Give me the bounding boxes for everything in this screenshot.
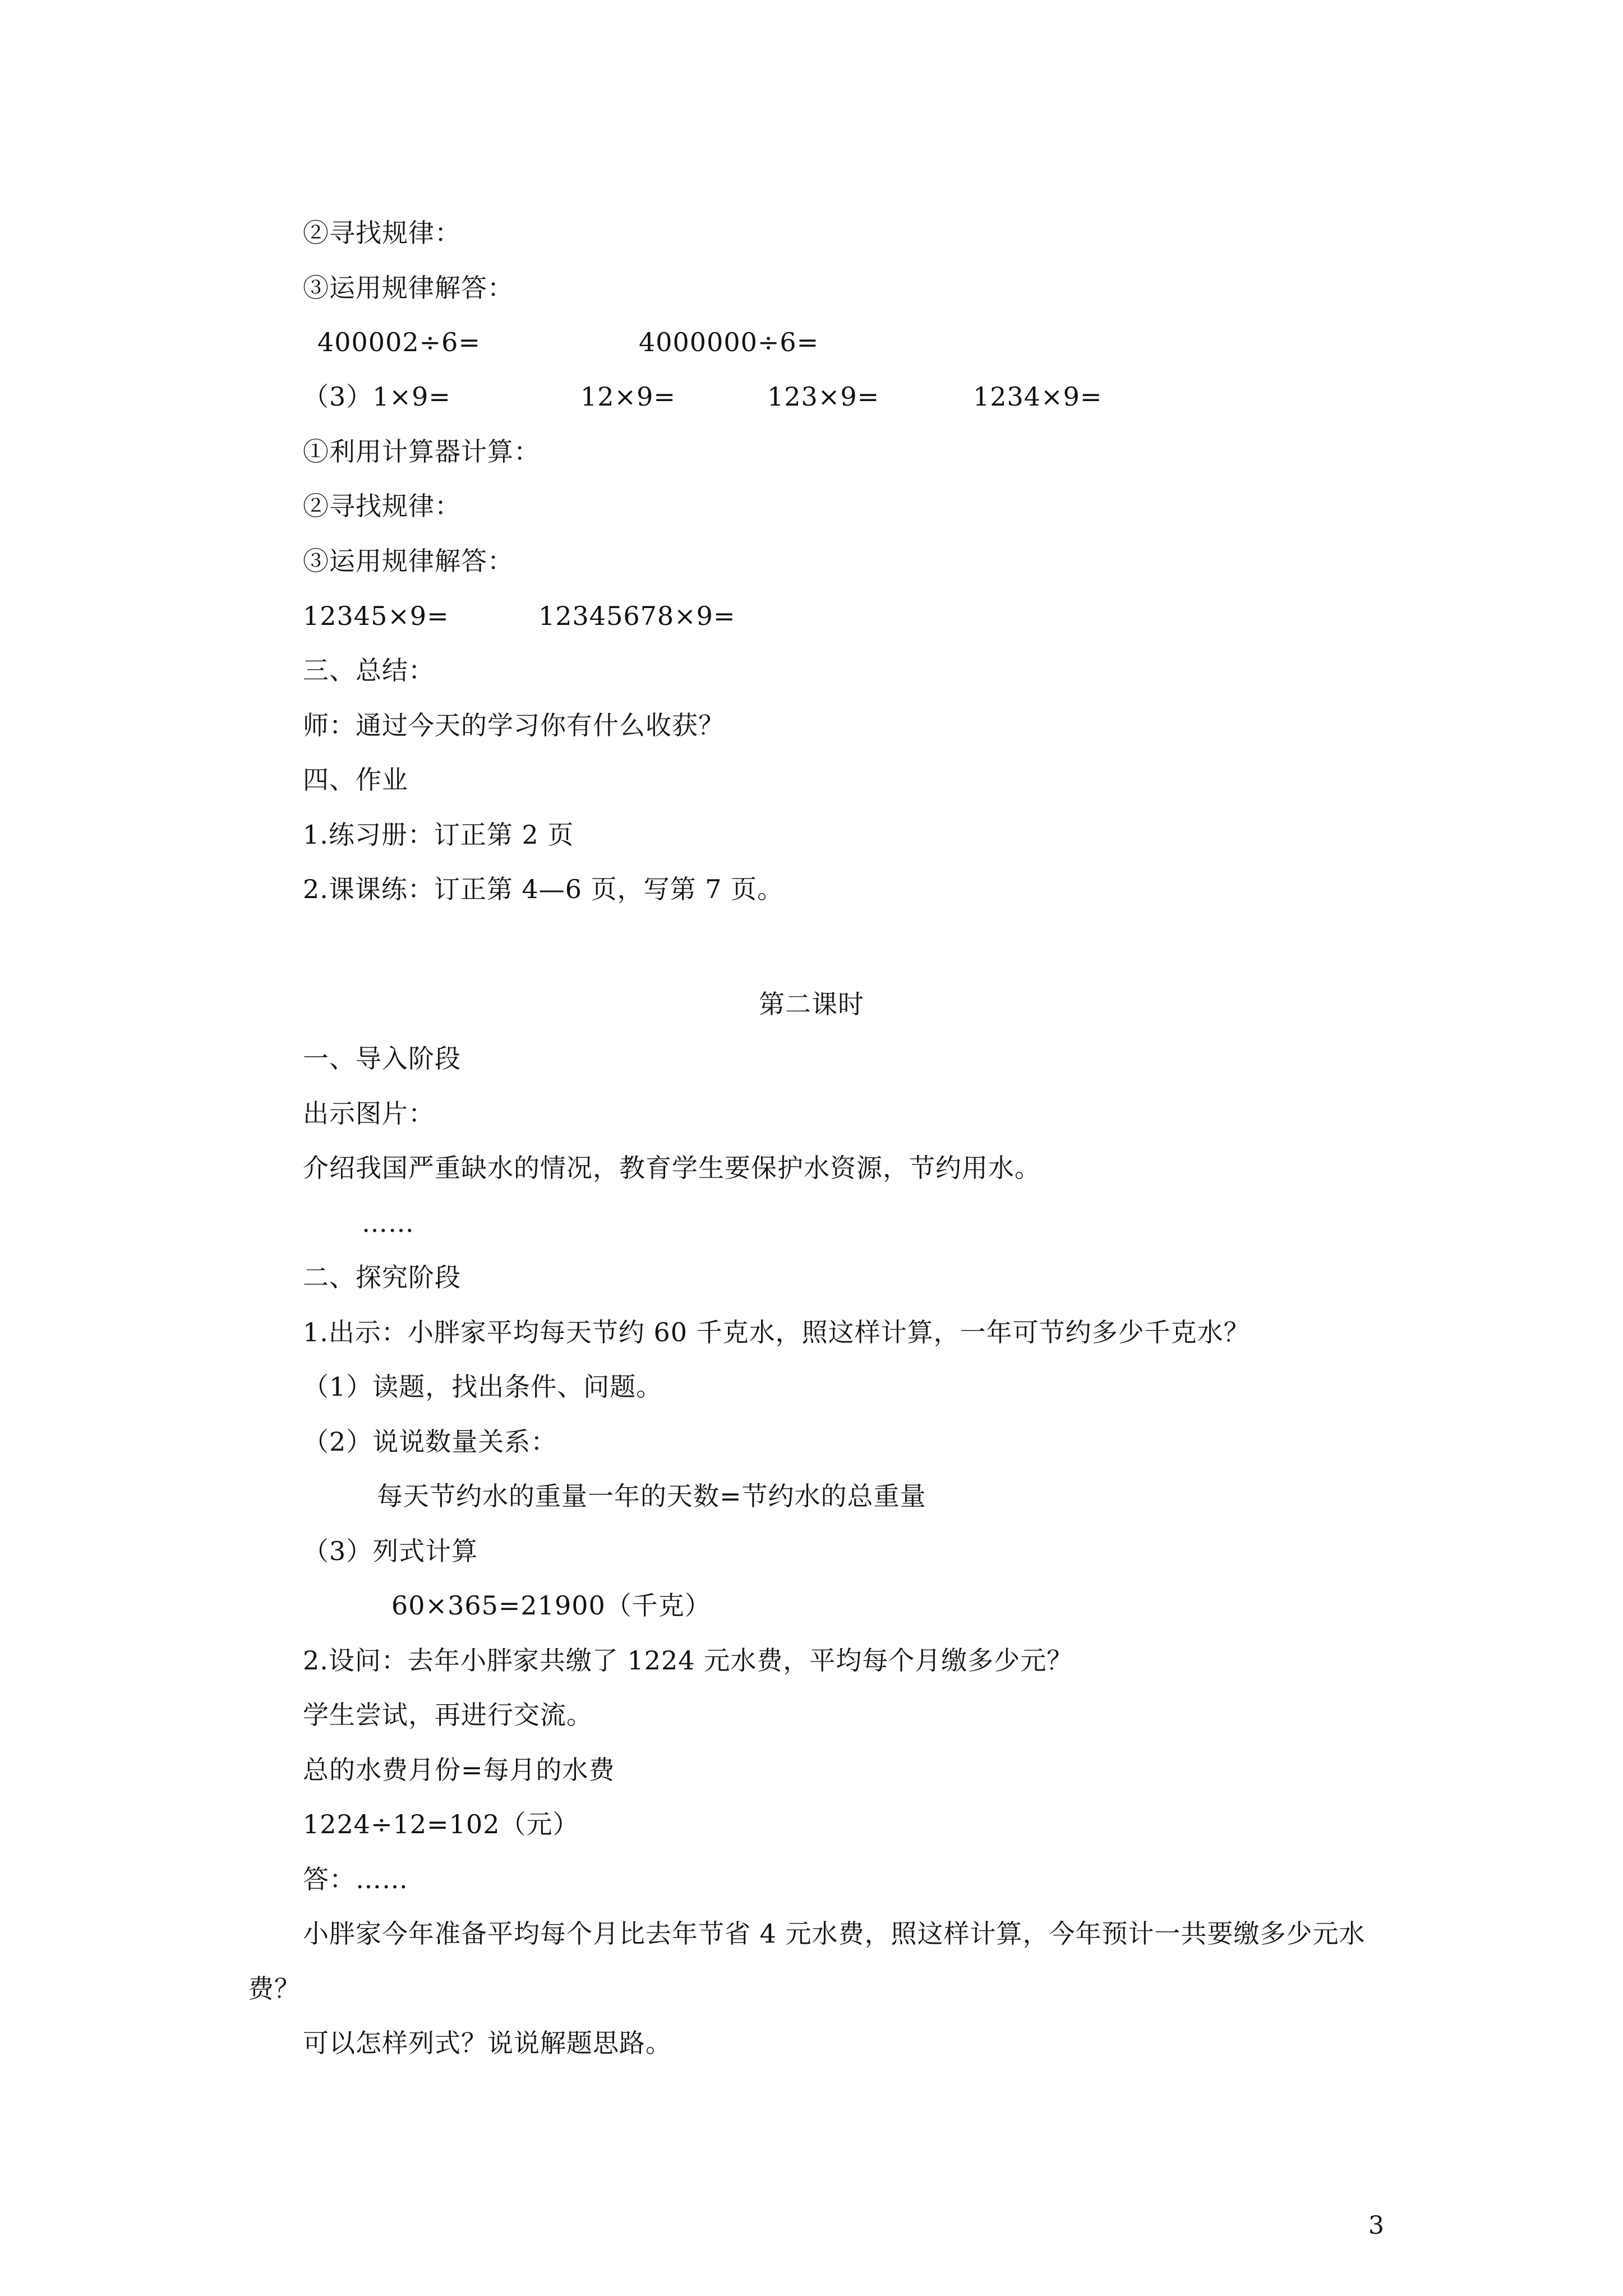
- student-try: 学生尝试，再进行交流。: [303, 1700, 593, 1730]
- quantity-relation-2: 总的水费月份=每月的水费: [303, 1755, 615, 1785]
- ellipsis: ……: [362, 1208, 414, 1238]
- problem-1-step-3: （3）列式计算: [303, 1536, 478, 1566]
- equation-12x9: 12×9=: [580, 381, 676, 412]
- step-use-calculator: ①利用计算器计算：: [303, 436, 540, 467]
- teacher-question: 师：通过今天的学习你有什么收获？: [303, 710, 725, 740]
- problem-3: 小胖家今年准备平均每个月比去年节省 4 元水费，照这样计算，今年预计一共要缴多少元水费？: [248, 1918, 1366, 2004]
- calculation-2: 1224÷12=102（元）: [303, 1809, 579, 1839]
- problem-1: 1.出示：小胖家平均每天节约 60 千克水，照这样计算，一年可节约多少千克水？: [303, 1317, 1250, 1347]
- problem-1-step-1: （1）读题，找出条件、问题。: [303, 1372, 663, 1402]
- equation-123x9: 123×9=: [767, 381, 880, 412]
- lesson-title: 第二课时: [759, 989, 864, 1019]
- problem-3-prompt: 可以怎样列式？说说解题思路。: [303, 2028, 672, 2058]
- equation-12345678x9: 12345678×9=: [538, 601, 736, 631]
- equation-12345x9: 12345×9=: [303, 601, 449, 631]
- equation-1234x9: 1234×9=: [973, 381, 1103, 412]
- step-apply-pattern: ③运用规律解答：: [303, 273, 514, 303]
- homework-item-2: 2.课课练：订正第 4—6 页，写第 7 页。: [303, 874, 784, 904]
- section-homework-heading: 四、作业: [303, 765, 408, 795]
- intro-description: 介绍我国严重缺水的情况，教育学生要保护水资源，节约用水。: [303, 1153, 1041, 1183]
- section-explore-heading: 二、探究阶段: [303, 1262, 461, 1292]
- section-summary-heading: 三、总结：: [303, 655, 435, 685]
- calculation-1: 60×365=21900（千克）: [391, 1590, 711, 1621]
- section-intro-heading: 一、导入阶段: [303, 1043, 461, 1074]
- show-picture: 出示图片：: [303, 1098, 435, 1129]
- problem-2: 2.设问：去年小胖家共缴了 1224 元水费，平均每个月缴多少元？: [303, 1645, 1073, 1676]
- equation-4000000-div-6: 4000000÷6=: [639, 327, 819, 357]
- answer: 答：……: [303, 1864, 408, 1894]
- equation-400002-div-6: 400002÷6=: [317, 327, 481, 357]
- equation-1x9: （3）1×9=: [303, 381, 451, 412]
- page-number: 3: [1368, 2211, 1384, 2240]
- step-find-pattern-2: ②寻找规律：: [303, 491, 461, 521]
- problem-1-step-2: （2）说说数量关系：: [303, 1427, 557, 1457]
- homework-item-1: 1.练习册：订正第 2 页: [303, 820, 574, 850]
- quantity-relation-1: 每天节约水的重量一年的天数=节约水的总重量: [377, 1481, 926, 1511]
- step-find-pattern: ②寻找规律：: [303, 218, 461, 248]
- step-apply-pattern-2: ③运用规律解答：: [303, 546, 514, 576]
